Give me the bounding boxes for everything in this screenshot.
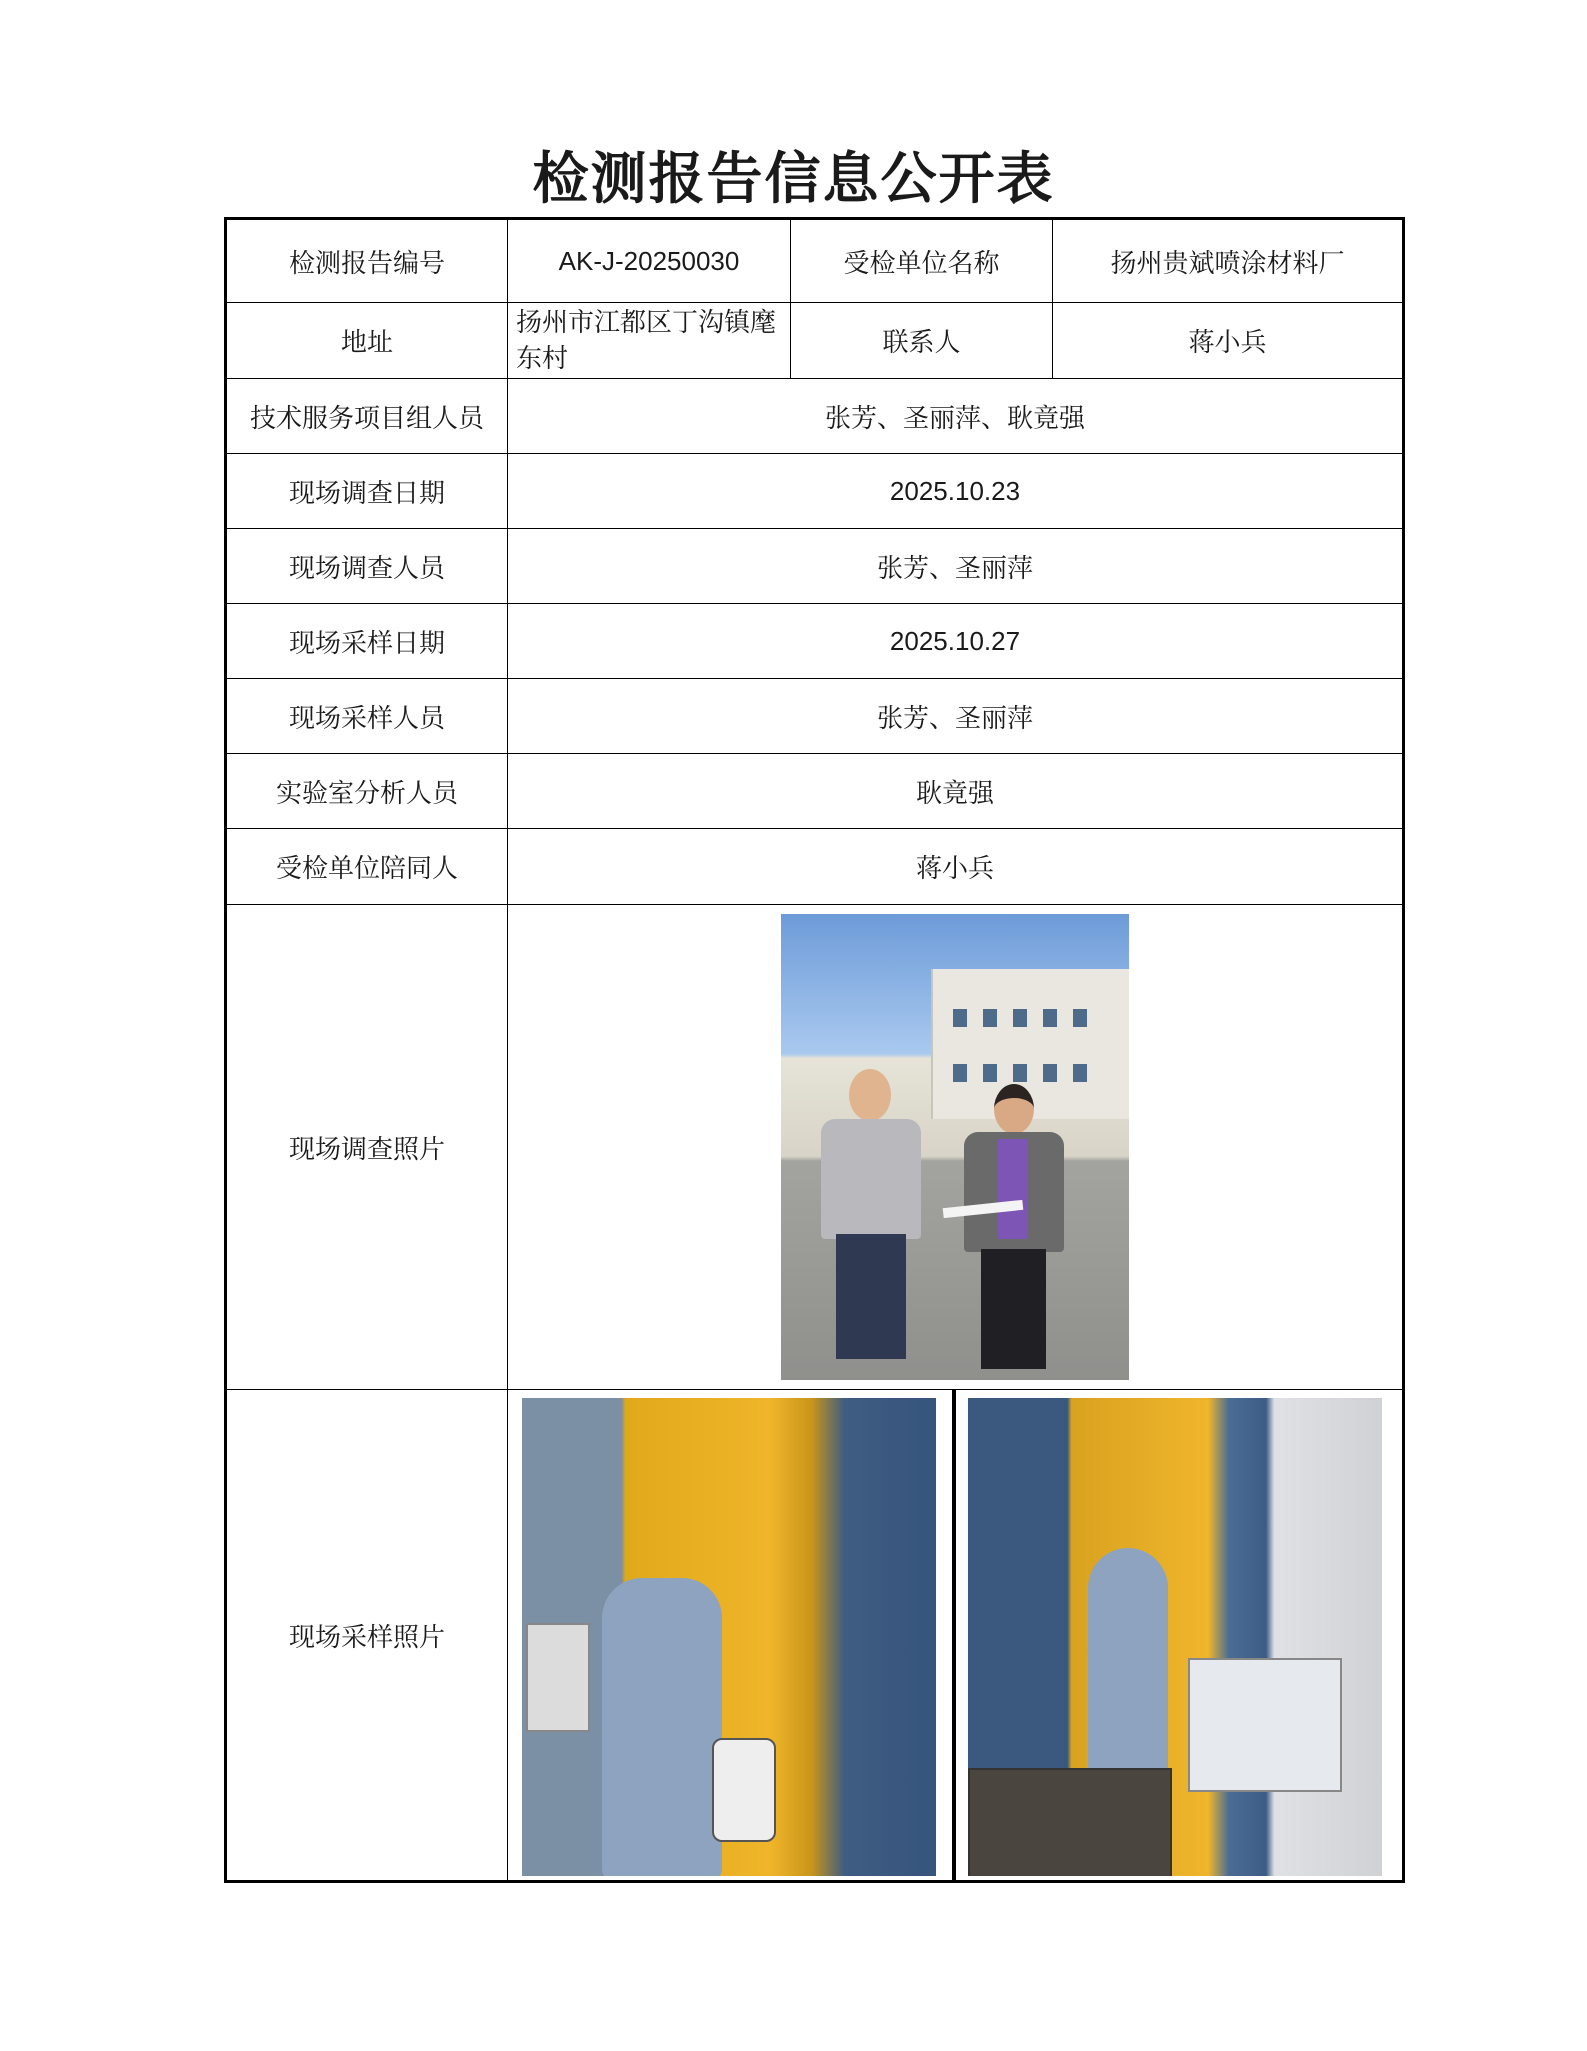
survey-photo xyxy=(781,914,1129,1380)
table-row xyxy=(226,905,1404,1390)
sampling-date-label: 现场采样日期 xyxy=(226,604,508,679)
team-label: 技术服务项目组人员 xyxy=(226,379,508,454)
contact-value: 蒋小兵 xyxy=(1053,303,1404,379)
survey-photo-label: 现场调查照片 xyxy=(226,905,508,1390)
sampling-photo-cell xyxy=(508,1390,1404,1882)
report-no-label: 检测报告编号 xyxy=(226,219,508,303)
table-row xyxy=(226,679,1404,754)
table-row xyxy=(226,219,1404,303)
escort-value: 蒋小兵 xyxy=(508,829,1404,905)
unit-name-label: 受检单位名称 xyxy=(791,219,1053,303)
survey-staff-label: 现场调查人员 xyxy=(226,529,508,604)
table-row xyxy=(226,303,1404,379)
report-no-value: AK-J-20250030 xyxy=(508,219,791,303)
survey-date-label: 现场调查日期 xyxy=(226,454,508,529)
sampling-photo-1 xyxy=(522,1398,936,1876)
survey-staff-value: 张芳、圣丽萍 xyxy=(508,529,1404,604)
table-row xyxy=(226,379,1404,454)
sampling-photo-2 xyxy=(968,1398,1382,1876)
sampling-staff-value: 张芳、圣丽萍 xyxy=(508,679,1404,754)
table-row xyxy=(226,454,1404,529)
escort-label: 受检单位陪同人 xyxy=(226,829,508,905)
lab-staff-value: 耿竟强 xyxy=(508,754,1404,829)
sampling-date-value: 2025.10.27 xyxy=(508,604,1404,679)
table-row xyxy=(226,754,1404,829)
table-row xyxy=(226,529,1404,604)
survey-date-value: 2025.10.23 xyxy=(508,454,1404,529)
survey-photo-cell xyxy=(508,905,1404,1390)
team-value: 张芳、圣丽萍、耿竟强 xyxy=(508,379,1404,454)
report-table xyxy=(224,217,1405,1883)
unit-name-value: 扬州贵斌喷涂材料厂 xyxy=(1053,219,1404,303)
table-row xyxy=(226,1390,1404,1882)
address-label: 地址 xyxy=(226,303,508,379)
address-value: 扬州市江都区丁沟镇麾东村 xyxy=(508,303,791,379)
sampling-photo-label: 现场采样照片 xyxy=(226,1390,508,1882)
table-row xyxy=(226,829,1404,905)
contact-label: 联系人 xyxy=(791,303,1053,379)
sampling-staff-label: 现场采样人员 xyxy=(226,679,508,754)
lab-staff-label: 实验室分析人员 xyxy=(226,754,508,829)
page-title: 检测报告信息公开表 xyxy=(532,146,1055,212)
table-row xyxy=(226,604,1404,679)
